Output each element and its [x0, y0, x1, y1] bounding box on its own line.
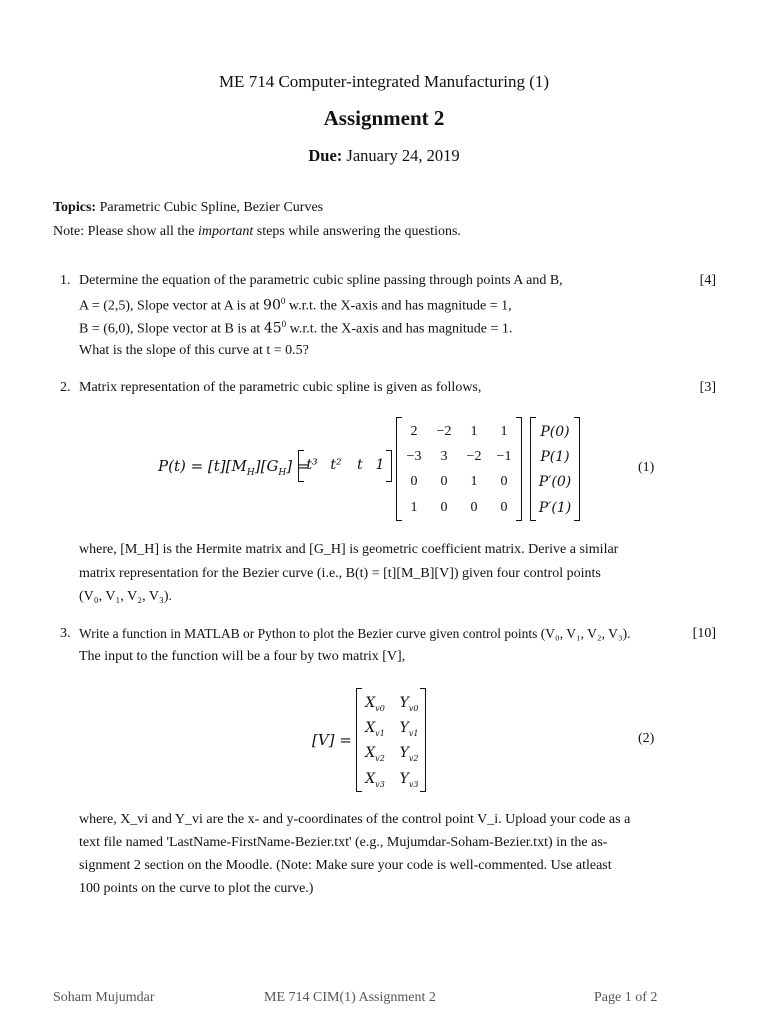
v-matrix-entry: $X_{v0}$	[365, 695, 385, 713]
topics-text: Parametric Cubic Spline, Bezier Curves	[99, 200, 324, 215]
hermite-matrix-entry: −1	[496, 449, 512, 464]
v-matrix-entry: $Y_{v1}$	[399, 720, 419, 738]
eq1-lhs: $P(t) = [t][M_H][G_H]$ =	[158, 457, 310, 478]
g-vector-entry: P′(0)	[538, 474, 572, 490]
hermite-matrix-entry: 0	[440, 500, 448, 515]
hermite-matrix-entry: 2	[410, 424, 418, 439]
q3-text-line1: where, X_vi and Y_vi are the x- and y-coordinates of the control point V_i. Upload your code as a	[79, 812, 631, 827]
g-vector-entry: P(0)	[540, 424, 570, 440]
q3-text-line3: signment 2 section on the Moodle. (Note: Make sure your code is well-commented. Use atleast	[79, 858, 612, 873]
q3-marks: [10]	[692, 626, 716, 641]
hermite-matrix-entry: 1	[410, 500, 418, 515]
due-label: Due:	[308, 146, 343, 165]
q1-angle-b: 45	[263, 320, 282, 337]
due-date: January 24, 2019	[346, 146, 460, 165]
q1-line3-b: w.r.t. the X-axis and has magnitude = 1.	[286, 321, 513, 337]
hermite-matrix-entry: 1	[470, 424, 478, 439]
q2-text-line2: matrix representation for the Bezier curve (i.e., B(t) = [t][M_B][V]) given four control points	[79, 566, 601, 581]
q1-line2-a: A = (2,5), Slope vector at A is at	[79, 298, 264, 314]
eq2-lhs: [V] =	[312, 731, 352, 749]
footer-author: Soham Mujumdar	[53, 990, 155, 1005]
v-matrix-entry: $X_{v1}$	[365, 720, 385, 738]
q1-line1: Determine the equation of the parametric cubic spline passing through points A and B,	[79, 273, 563, 288]
v-matrix-entry: $Y_{v3}$	[399, 771, 419, 789]
q3-line2: The input to the function will be a four by two matrix [V],	[79, 649, 406, 664]
due-line	[0, 146, 768, 166]
eq2-number: (2)	[638, 731, 655, 746]
hermite-matrix-entry: 0	[470, 500, 478, 515]
topics-label: Topics:	[53, 200, 97, 215]
footer-page: Page 1 of 2	[594, 990, 658, 1005]
g-vector-entry: P(1)	[540, 449, 570, 465]
hermite-matrix-entry: −3	[406, 449, 422, 464]
q3-text-line4: 100 points on the curve to plot the curve.)	[79, 881, 314, 896]
q2-marks: [3]	[699, 380, 716, 395]
note-line	[53, 224, 461, 240]
t-vector-entry: t	[357, 457, 363, 473]
hermite-matrix-entry: −2	[436, 424, 452, 439]
hermite-matrix-entry: 1	[470, 474, 478, 489]
q1-line4: What is the slope of this curve at t = 0.5?	[79, 343, 309, 358]
course-title: ME 714 Computer-integrated Manufacturing (1)	[218, 72, 550, 91]
q3-number: 3.	[60, 626, 71, 641]
hermite-matrix-entry: 0	[500, 474, 508, 489]
q1-angle-a-sup: 0	[280, 296, 286, 306]
q1-number: 1.	[60, 273, 71, 288]
t-vector-entry: 1	[375, 457, 385, 473]
note-emphasis: important	[198, 224, 254, 239]
hermite-matrix-entry: −2	[466, 449, 482, 464]
v-matrix-entry: $X_{v3}$	[365, 771, 385, 789]
t-vector-entry: t²	[330, 457, 342, 473]
q1-line3-a: B = (6,0), Slope vector at B is at	[79, 321, 264, 337]
footer-title: ME 714 CIM(1) Assignment 2	[264, 990, 436, 1005]
v-matrix-entry: $X_{v2}$	[365, 745, 385, 763]
topics-line	[53, 200, 323, 216]
assignment-title: Assignment 2	[323, 106, 445, 130]
q2-text-line1: where, [M_H] is the Hermite matrix and [G_H] is geometric coefficient matrix. Derive a similar	[79, 542, 619, 557]
q1-angle-b-sup: 0	[281, 319, 287, 329]
note-end: steps while answering the questions.	[253, 224, 461, 239]
q3-line1: Write a function in MATLAB or Python to plot the Bezier curve given control points (V₀, V₁, V₂, V₃).	[79, 626, 631, 641]
hermite-matrix-entry: 3	[440, 449, 448, 464]
q1-line2-b: w.r.t. the X-axis and has magnitude = 1,	[285, 298, 512, 314]
hermite-matrix-entry: 0	[500, 500, 508, 515]
hermite-matrix-entry: 0	[440, 474, 448, 489]
eq1-number: (1)	[638, 460, 655, 475]
q1-line3	[79, 319, 512, 338]
q1-line2	[79, 296, 512, 315]
t-vector-entry: t³	[306, 457, 318, 473]
v-matrix-entry: $Y_{v0}$	[399, 695, 419, 713]
q2-line1: Matrix representation of the parametric cubic spline is given as follows,	[79, 380, 482, 395]
note-start: Note: Please show all the	[53, 224, 199, 239]
hermite-matrix-entry: 1	[500, 424, 508, 439]
q1-marks: [4]	[699, 273, 716, 288]
q1-angle-a: 90	[263, 297, 281, 314]
q3-text-line2: text file named 'LastName-FirstName-Bezier.txt' (e.g., Mujumdar-Soham-Bezier.txt) in the as-	[79, 835, 608, 850]
q2-text-line3: (V₀, V₁, V₂, V₃).	[79, 589, 173, 604]
hermite-matrix-entry: 0	[410, 474, 418, 489]
q2-number: 2.	[60, 380, 71, 395]
g-vector-entry: P′(1)	[538, 500, 572, 516]
v-matrix-entry: $Y_{v2}$	[399, 745, 419, 763]
